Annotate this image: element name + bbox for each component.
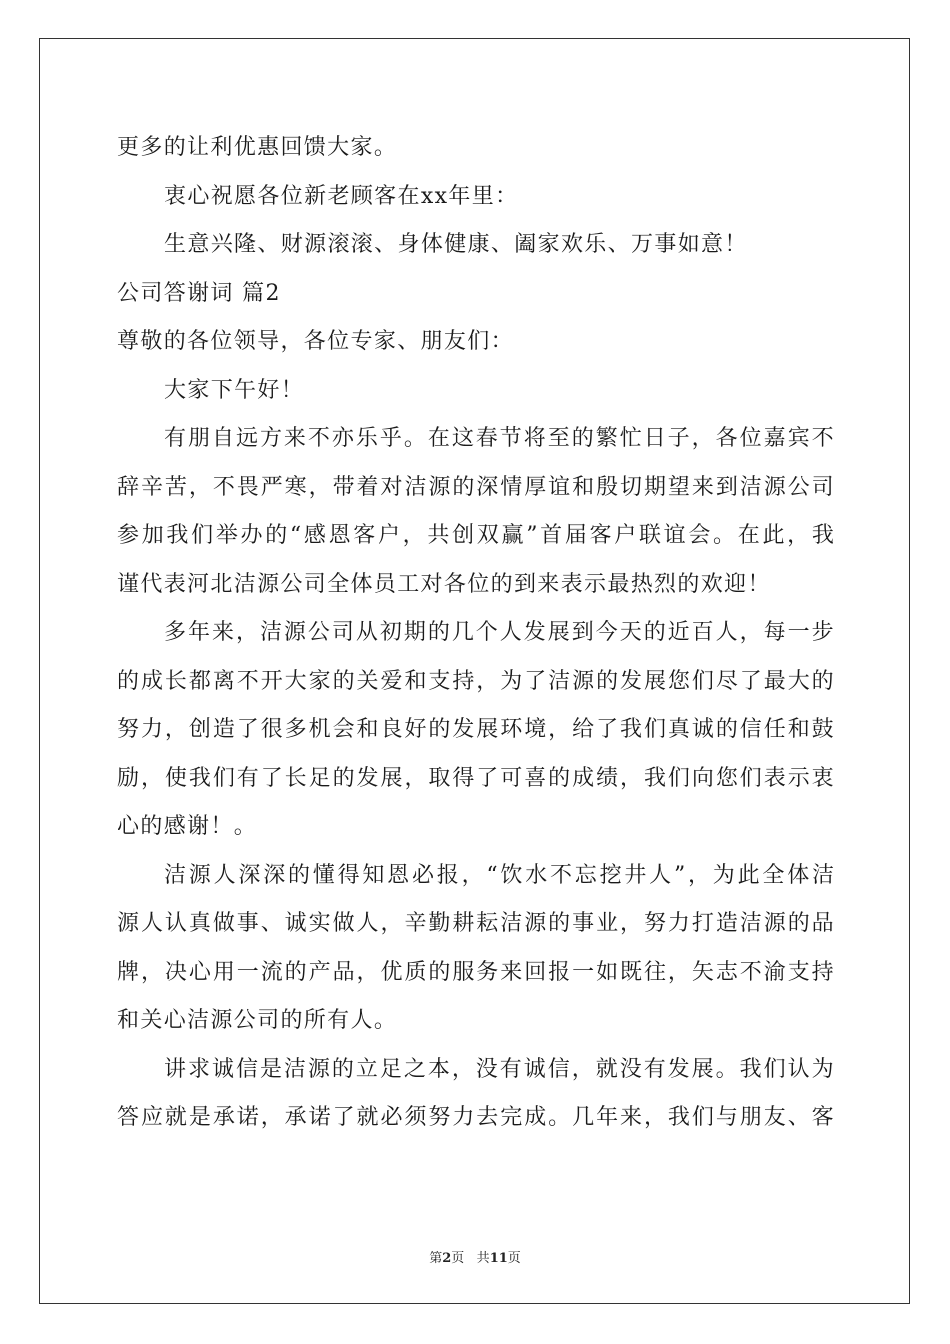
text-line: 尊敬的各位领导，各位专家、朋友们： (117, 329, 514, 354)
text-line: 大家下午好！ (164, 377, 305, 403)
text-line: 谨代表河北洁源公司全体员工对各位的到来表示最热烈的欢迎！ (117, 571, 771, 597)
text-line: 讲 求 诚 信 是 洁 源 的 立 足 之 本 ， 没 有 诚 信 ， 就 没 有 发 展 。 我 们 认 为 (164, 1056, 834, 1082)
text-line: 辞 辛 苦 ， 不 畏 严 寒 ， 带 着 对 洁 源 的 深 情 厚 谊 和 殷 切 期 望 来 到 洁 源 公 司 (117, 474, 834, 500)
text-line: 和关心洁源公司的所有人。 (117, 1008, 398, 1033)
total-page-count: 11 (489, 1251, 508, 1266)
footer-total-suffix: 页 (507, 1251, 521, 1266)
text-line: 洁 源 人 深 深 的 懂 得 知 恩 必 报 ， “ 饮 水 不 忘 挖 井 人 ” ， 为 此 全 体 洁 (164, 862, 834, 888)
text-line: 更多的让利优惠回馈大家。 (117, 135, 398, 160)
page-footer (0, 1247, 950, 1266)
text-line: 衷心祝愿各位新老顾客在xx年里： (164, 183, 519, 209)
text-line: 努 力 ， 创 造 了 很 多 机 会 和 良 好 的 发 展 环 境 ， 给 了 我 们 真 诚 的 信 任 和 鼓 (117, 717, 834, 742)
text-line: 源 人 认 真 做 事 、 诚 实 做 人 ， 辛 勤 耕 耘 洁 源 的 事 业 ， 努 力 打 造 洁 源 的 品 (117, 911, 834, 936)
footer-prefix: 第 (429, 1251, 443, 1266)
text-line: 参 加 我 们 举 办 的 “ 感 恩 客 户 ， 共 创 双 赢 ” 首 届 客 户 联 谊 会 。 在 此 ， 我 (117, 523, 834, 548)
text-line: 牌 ， 决 心 用 一 流 的 产 品 ， 优 质 的 服 务 来 回 报 一 如 既 往 ， 矢 志 不 渝 支 持 (117, 959, 834, 985)
text-line: 励 ， 使 我 们 有 了 长 足 的 发 展 ， 取 得 了 可 喜 的 成 绩 ， 我 们 向 您 们 表 示 衷 (117, 765, 834, 791)
text-line: 有 朋 自 远 方 来 不 亦 乐 乎 。 在 这 春 节 将 至 的 繁 忙 日 子 ， 各 位 嘉 宾 不 (164, 426, 834, 451)
text-line: 的 成 长 都 离 不 开 大 家 的 关 爱 和 支 持 ， 为 了 洁 源 的 发 展 您 们 尽 了 最 大 的 (117, 668, 834, 694)
current-page-number: 2 (442, 1251, 452, 1266)
text-line: 生意兴隆、财源滚滚、身体健康、阖家欢乐、万事如意！ (164, 232, 748, 257)
text-line: 心的感谢！。 (117, 814, 258, 839)
text-line: 答 应 就 是 承 诺 ， 承 诺 了 就 必 须 努 力 去 完 成 。 几 年 来 ， 我 们 与 朋 友 、 客 (117, 1105, 834, 1130)
text-line: 多 年 来 ， 洁 源 公 司 从 初 期 的 几 个 人 发 展 到 今 天 的 近 百 人 ， 每 一 步 (164, 620, 834, 645)
document-body (117, 124, 834, 1143)
footer-total-prefix: 共 (476, 1251, 490, 1266)
text-line: 公司答谢词 篇2 (117, 280, 281, 306)
footer-page-word: 页 (451, 1251, 465, 1266)
